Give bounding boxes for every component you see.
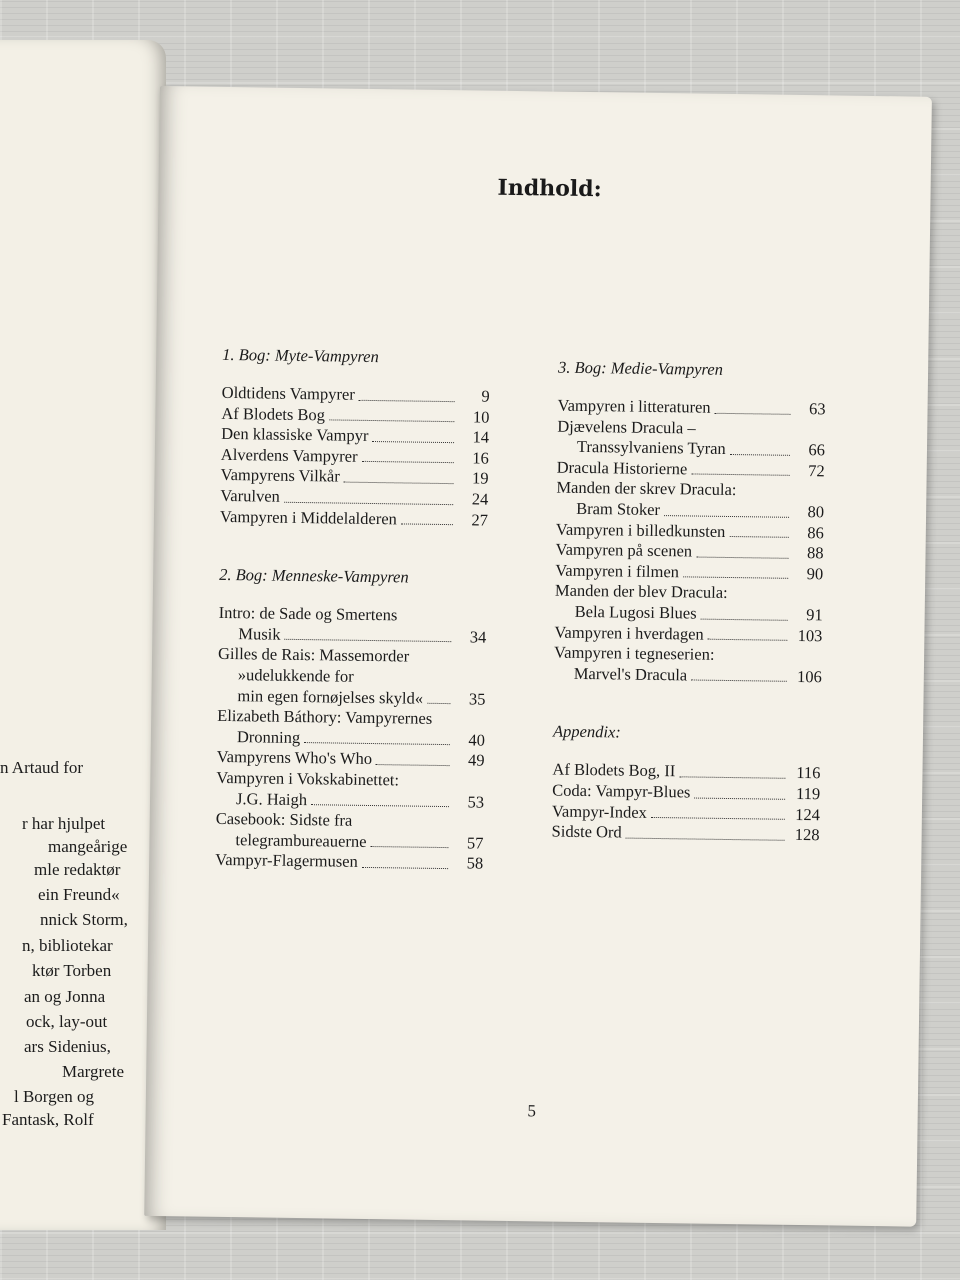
toc-entry-page-number: 49 (467, 750, 485, 770)
toc-entry-page-number: 88 (806, 543, 824, 563)
toc-entry-page-number: 24 (471, 489, 489, 509)
dot-leader (344, 482, 454, 485)
dot-leader (362, 867, 448, 869)
dot-leader (691, 680, 787, 682)
toc-column-left (215, 345, 490, 875)
toc-entry-label: Vampyren i billedkunsten (555, 519, 726, 541)
toc-entry (215, 850, 483, 874)
toc-entry-label: Vampyren i hverdagen (554, 622, 704, 644)
toc-entry-page-number: 19 (471, 468, 489, 488)
toc-entry-page-number: 80 (807, 502, 825, 522)
toc-entry-page-number: 66 (808, 440, 826, 460)
section-heading-book2: 2. Bog: Menneske-Vampyren (219, 565, 409, 587)
left-page-text-fragment: Fantask, Rolf (2, 1110, 94, 1129)
left-page-text-fragment: ktør Torben (32, 961, 112, 980)
toc-entry-label: Vampyren i litteraturen (557, 395, 711, 417)
toc-entry-page-number: 27 (471, 509, 489, 530)
toc-entry-page-number: 58 (466, 853, 484, 873)
toc-list-appendix (551, 760, 820, 846)
dot-leader (361, 461, 453, 463)
dot-leader (284, 501, 453, 504)
toc-entry-page-number: 91 (806, 605, 823, 625)
dot-leader (708, 639, 788, 641)
toc-entry-page-number: 106 (796, 666, 822, 687)
toc-entry-title-line: Manden der skrev Dracula: (556, 477, 737, 500)
left-page-text-fragment: n Artaud for (0, 758, 84, 777)
toc-column-right (551, 358, 826, 846)
toc-entry-label: Musik (238, 623, 281, 644)
toc-entry-label: Af Blodets Bog (221, 403, 326, 424)
dot-leader (679, 776, 785, 778)
toc-entry-label: J.G. Haigh (235, 788, 308, 809)
dot-leader (701, 618, 788, 620)
toc-entry (554, 663, 822, 687)
toc-entry-page-number: 116 (796, 763, 821, 783)
toc-entry-label: Sidste Ord (551, 821, 622, 842)
toc-entry-title-line: Vampyren i tegneserien: (554, 642, 715, 664)
toc-entry-label: Alverdens Vampyrer (220, 444, 358, 466)
toc-entry-page-number: 10 (472, 406, 490, 427)
toc-entry-page-number: 40 (468, 730, 486, 750)
toc-entry-page-number: 103 (797, 625, 823, 645)
dot-leader (370, 846, 448, 848)
toc-entry-title-line: Djævelens Dracula – (557, 416, 696, 438)
dot-leader (730, 454, 790, 456)
toc-entry-label: Marvel's Dracula (573, 663, 688, 685)
dot-leader (304, 742, 450, 745)
dot-leader (359, 399, 455, 401)
toc-entry-title-line: Manden der blev Dracula: (554, 580, 728, 603)
toc-entry-label: Varulven (220, 485, 280, 506)
toc-entry-page-number: 124 (795, 804, 821, 824)
toc-entry-page-number: 63 (808, 399, 826, 419)
toc-entry-label: Vampyren på scenen (555, 539, 693, 561)
section-heading-appendix: Appendix: (552, 721, 621, 742)
toc-entry-page-number: 128 (794, 825, 820, 845)
toc-entry-label: Bram Stoker (576, 498, 661, 519)
toc-entry-label: Vampyr-Index (551, 801, 648, 822)
toc-entry-label: Bela Lugosi Blues (574, 601, 697, 623)
dot-leader (372, 441, 454, 443)
dot-leader (696, 556, 788, 558)
dot-leader (729, 536, 788, 538)
section-heading-book1: 1. Bog: Myte-Vampyren (222, 344, 379, 367)
toc-entry (220, 506, 488, 530)
toc-entry-page-number: 72 (808, 460, 825, 481)
dot-leader (311, 804, 449, 807)
dot-leader (664, 515, 789, 518)
toc-entry-label: Vampyrens Who's Who (216, 747, 373, 769)
toc-entry-page-number: 53 (467, 791, 485, 812)
toc-entry-label: Vampyr-Flagermusen (215, 850, 358, 872)
left-page-text-fragment: l Borgen og (14, 1087, 94, 1106)
toc-entry-page-number: 9 (481, 386, 490, 406)
toc-entry-page-number: 57 (466, 833, 484, 853)
toc-entry-page-number: 35 (468, 688, 486, 709)
left-page-text-fragment: r har hjulpet (22, 814, 106, 833)
left-page-text-fragment: Margrete (62, 1062, 124, 1081)
toc-entry-label: Dronning (236, 726, 301, 747)
dot-leader (284, 639, 451, 642)
toc-entry (551, 822, 819, 846)
page-title: Indhold: (497, 174, 602, 203)
toc-entry-label: Den klassiske Vampyr (221, 424, 369, 446)
left-page-text-fragment: ars Sidenius, (24, 1037, 111, 1056)
toc-entry-title-line: Vampyren i Vokskabinettet: (216, 767, 400, 790)
dot-leader (401, 524, 453, 526)
dot-leader (376, 764, 450, 766)
toc-entry-label: Oldtidens Vampyrer (221, 382, 355, 404)
toc-entry-label: min egen fornøjelses skyld« (237, 685, 424, 708)
toc-entry-page-number: 34 (469, 627, 487, 647)
toc-list-book1 (220, 383, 490, 531)
toc-entry-page-number: 90 (806, 563, 824, 584)
toc-entry-label: Vampyrens Vilkår (220, 465, 340, 486)
toc-entry-title-line: Elizabeth Báthory: Vampyrernes (217, 705, 433, 728)
toc-entry-title-line: Gilles de Rais: Massemorder (217, 644, 410, 666)
toc-entry-label: Transsylvaniens Tyran (576, 437, 726, 459)
dot-leader (329, 420, 454, 423)
dot-leader (683, 577, 788, 579)
toc-entry-title-line: »udelukkende for (237, 665, 354, 686)
page-number: 5 (527, 1101, 537, 1121)
dot-leader (626, 837, 785, 840)
toc-list-book3 (554, 396, 826, 688)
left-page-text-fragment: an og Jonna (24, 987, 106, 1006)
left-page-text-fragment: n, bibliotekar (22, 936, 113, 955)
toc-entry-title-line: Casebook: Sidste fra (215, 808, 353, 830)
left-page-text-fragment: ock, lay-out (26, 1012, 108, 1031)
toc-entry-page-number: 16 (472, 448, 489, 468)
dot-leader (651, 817, 785, 820)
dot-leader (715, 412, 791, 414)
toc-entry-page-number: 86 (807, 522, 824, 542)
toc-entry-label: Af Blodets Bog, II (552, 759, 676, 781)
toc-entry-label: Dracula Historierne (556, 457, 688, 479)
toc-entry-title-line: Intro: de Sade og Smertens (218, 603, 398, 625)
toc-entry-label: Vampyren i filmen (555, 560, 680, 582)
right-page (144, 86, 932, 1227)
toc-entry-label: Coda: Vampyr-Blues (552, 780, 691, 802)
toc-entry-page-number: 14 (472, 427, 490, 447)
dot-leader (427, 703, 450, 704)
section-heading-book3: 3. Bog: Medie-Vampyren (557, 357, 724, 379)
toc-entry-label: telegrambureauerne (235, 829, 367, 851)
left-page (0, 40, 166, 1230)
toc-entry-label: Vampyren i Middelalderen (219, 506, 397, 528)
toc-entry-page-number: 119 (795, 783, 821, 804)
left-page-text-fragment: ein Freund« (38, 885, 120, 904)
toc-list-book2 (215, 603, 487, 874)
left-page-text-fragment: mangeårige (48, 837, 128, 856)
left-page-text-fragment: nnick Storm, (40, 910, 128, 929)
dot-leader (694, 797, 785, 799)
dot-leader (691, 474, 789, 476)
left-page-text-fragment: mle redaktør (34, 860, 121, 879)
